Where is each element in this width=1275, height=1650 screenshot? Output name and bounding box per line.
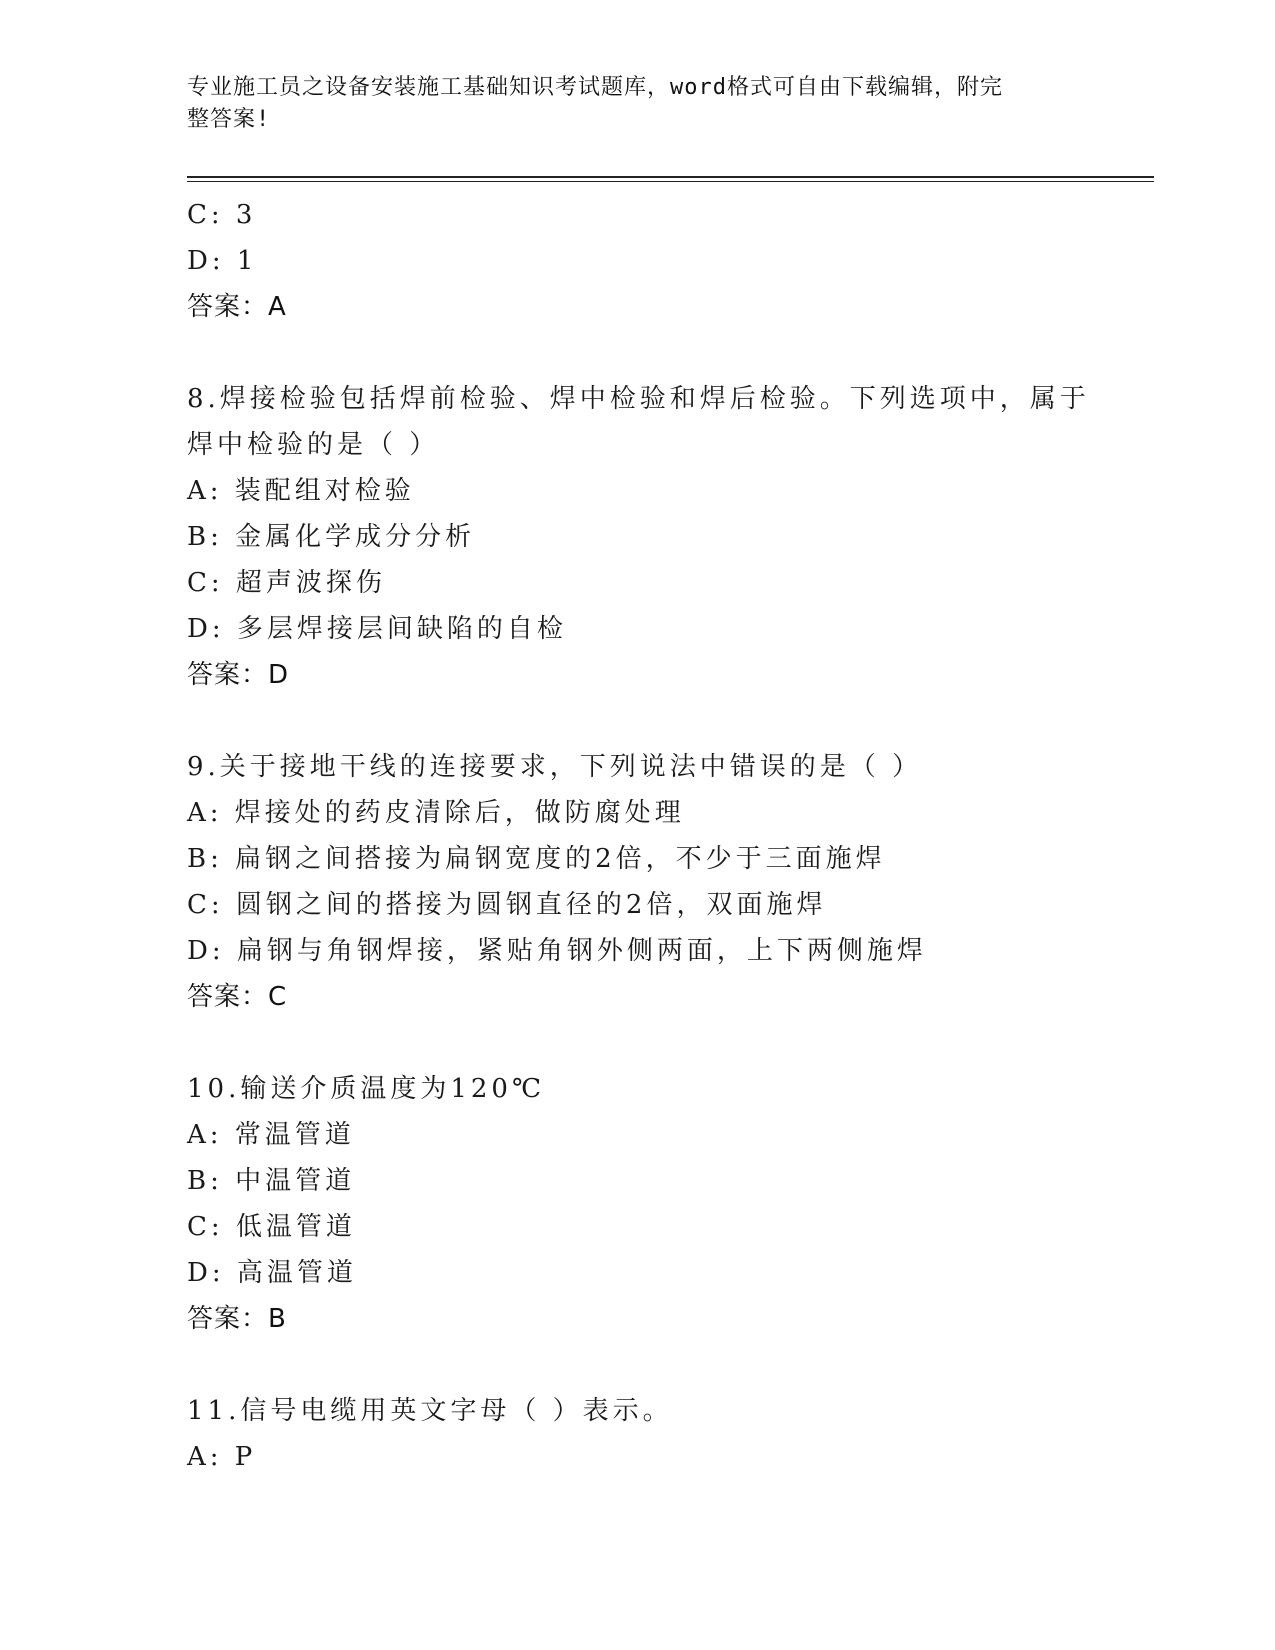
spacer [187, 1020, 1087, 1066]
answer-line: 答案：A [187, 292, 287, 322]
question-7-tail [187, 192, 1087, 330]
answer-line: 答案：C [187, 982, 288, 1012]
option-b: B: 扁钢之间搭接为扁钢宽度的2倍，不少于三面施焊 [187, 844, 886, 874]
option-c: C: 3 [187, 200, 257, 230]
option-b: B: 金属化学成分分析 [187, 522, 476, 552]
question-8 [187, 376, 1090, 698]
option-a: A: P [187, 1442, 257, 1472]
question-stem: 焊中检验的是（ ） [187, 430, 440, 460]
question-stem: 9.关于接地干线的连接要求，下列说法中错误的是（ ） [187, 752, 923, 782]
option-c: C: 圆钢之间的搭接为圆钢直径的2倍，双面施焊 [187, 890, 827, 920]
question-stem: 11.信号电缆用英文字母（ ）表示。 [187, 1396, 673, 1426]
answer-line: 答案：D [187, 660, 290, 690]
option-a: A: 常温管道 [187, 1120, 355, 1150]
option-d: D: 1 [187, 246, 258, 276]
question-stem: 8.焊接检验包括焊前检验、焊中检验和焊后检验。下列选项中，属于 [187, 384, 1090, 414]
question-9 [187, 744, 1087, 1020]
option-a: A: 焊接处的药皮清除后，做防腐处理 [187, 798, 685, 828]
option-d: D: 高温管道 [187, 1258, 357, 1288]
option-c: C: 超声波探伤 [187, 568, 386, 598]
header-divider-thick [187, 176, 1154, 178]
question-stem: 10.输送介质温度为120℃ [187, 1074, 546, 1104]
option-b: B: 中温管道 [187, 1166, 356, 1196]
question-10 [187, 1066, 1087, 1342]
option-a: A: 装配组对检验 [187, 476, 415, 506]
answer-line: 答案：B [187, 1304, 287, 1334]
option-d: D: 多层焊接层间缺陷的自检 [187, 614, 567, 644]
header-title-line-1: 专业施工员之设备安装施工基础知识考试题库，word格式可自由下载编辑，附完 [187, 75, 1003, 100]
header-title-line-2: 整答案! [187, 107, 271, 132]
option-d: D: 扁钢与角钢焊接，紧贴角钢外侧两面，上下两侧施焊 [187, 936, 927, 966]
spacer [187, 698, 1087, 744]
document-header [187, 72, 1067, 136]
spacer [187, 330, 1087, 376]
spacer [187, 1342, 1087, 1388]
question-11 [187, 1388, 1087, 1480]
question-content [187, 192, 1090, 1480]
header-divider-thin [187, 181, 1154, 182]
option-c: C: 低温管道 [187, 1212, 356, 1242]
